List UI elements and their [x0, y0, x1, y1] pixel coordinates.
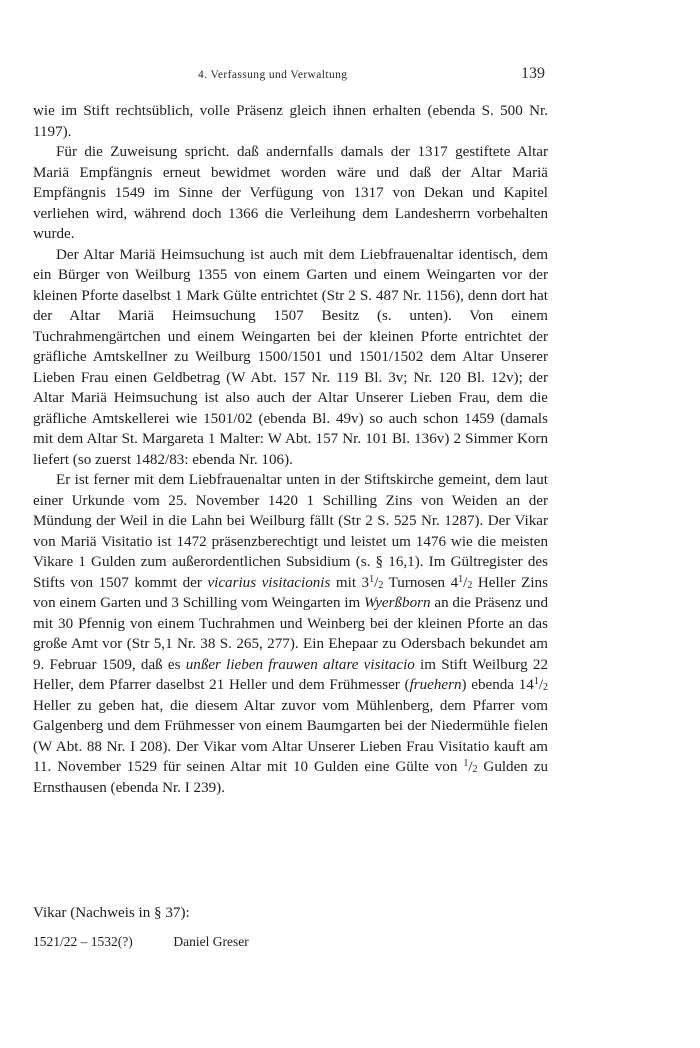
italic-term-fruehern: fruehern — [409, 677, 462, 693]
page-number: 139 — [521, 65, 545, 82]
text-run: mit 3 — [330, 574, 370, 591]
paragraph-4: Er ist ferner mit dem Liebfrauenaltar unten in der Stiftskirche gemeint, dem laut einer Urkunde vom 25. November 1420 1 Schilling Zins von Weiden an der Mündung der Weil in die Lahn bei Weilburg fällt (Str 2 S. 525 Nr. 1287). Der Vikar von Mariä Visitatio ist 1472 präsenzberechtigt und leistet um 1476 wie die meisten Vikare 1 Gulden zum außerordentlichen Subsidium (s. § 16,1). Im Gültregister des Stifts von 1507 kommt der vicarius visitacionis mit $3^1/2$ Turnosen $4^1/2$ Heller Zins von einem Garten und 3 Schilling vom Weingarten im Wyerßborn an die Präsenz und mit 30 Pfennig von einem Tuchrahmen und Weinberg bei der kleinen Pforte an das große Amt vor (Str 5,1 Nr. 38 S. 265, 277). Ein Ehepaar zu Odersbach bekundet am 9. Februar 1509, daß es unßer lieben frauwen altare visitacio im Stift Weilburg 22 Heller, dem Pfarrer daselbst 21 Heller und dem Frühmesser (fruehern) ebenda $14^1/2$ Heller zu geben hat, die diesem Altar zuvor vom Mühlenberg, dem Pfarrer vom Galgenberg und dem Frühmesser von einem Baumgarten bei der Niedermühle fielen (W Abt. 88 Nr. I 208). Der Vikar vom Altar Unserer Lieben Frau Visitatio kauft am 11. November 1529 für seinen Altar mit 10 Gulden eine Gülte von $^1$/2 Gulden zu Ernsthausen (ebenda Nr. I 239). — [33, 472, 549, 796]
paragraph-1: wie im Stift rechtsüblich, volle Präsenz gleich ihnen erhalten (ebenda S. 500 Nr. 1197). — [33, 103, 548, 140]
text-run: Er ist ferner mit dem Liebfrauenaltar unten in der Stiftskirche gemeint, dem laut einer Urkunde vom 25. November 1420 1 Schilling Zins von Weiden an der Mündung der Weil in die Lahn bei Weilburg fällt (Str 2 S. 525 Nr. 1287). Der Vikar von Mariä Visitatio ist 1472 präsenzberechtigt und leistet um 1476 wie die meisten Vikare 1 Gulden zum außerordentlichen Subsidium (s. § 16,1). Im Gültregister des Stifts von 1507 kommt der — [33, 472, 548, 591]
text-run: Gulden zu Ernsthausen (ebenda Nr. I 239). — [33, 759, 548, 796]
vikar-entry — [33, 933, 548, 951]
text-run: Heller Zins von einem Garten und 3 Schilling vom Weingarten im — [33, 574, 548, 611]
vikar-section-heading: Vikar (Nachweis in § 37): — [33, 905, 190, 921]
paragraph-2: Für die Zuweisung spricht. daß andernfalls damals der 1317 gestiftete Altar Mariä Empfängnis erneut bewidmet worden wäre und daß der Altar Mariä Empfängnis 1549 im Sinne der Verfügung von 1317 von Dekan und Kapitel verliehen wird, während doch 1366 die Verleihung dem Landesherrn vorbehalten wurde. — [33, 144, 548, 242]
vikar-years: 1521/22 – 1532(?) — [33, 934, 133, 949]
running-title: 4. Verfassung und Verwaltung — [198, 69, 348, 81]
italic-term-vicarius: vicarius visitacionis — [207, 574, 331, 591]
fraction-denominator: 2 — [378, 579, 384, 591]
fraction-numerator: 1 — [369, 573, 375, 585]
paragraph-3: Der Altar Mariä Heimsuchung ist auch mit dem Liebfrauenaltar identisch, dem ein Bürger von Weilburg 1355 von einem Garten und einem Weingarten vor der kleinen Pforte daselbst 1 Mark Gülte entrichtet (Str 2 S. 487 Nr. 1156), denn dort hat der Altar Mariä Heimsuchung 1507 Besitz (s. unten). Von einem Tuchrahmengärtchen und einem Weingarten bei der kleinen Pforte entrichtet der gräfliche Amtskellner zu Weilburg 1500/1501 und 1501/1502 dem Altar Unserer Lieben Frau einen Geldbetrag (W Abt. 157 Nr. 119 Bl. 3v; Nr. 120 Bl. 12v); der Altar Mariä Heimsuchung ist also auch der Altar Unserer Lieben Frau, dem die gräfliche Amtskellerei wie 1501/02 (ebenda Bl. 49v) so auch schon 1459 (damals mit dem Altar St. Margareta 1 Malter: W Abt. 157 Nr. 101 Bl. 136v) 2 Simmer Korn liefert (so zuerst 1482/83: ebenda Nr. 106). — [33, 246, 548, 468]
italic-quote-altare: unßer lieben frauwen altare visitacio — [185, 656, 415, 673]
vikar-name: Daniel Greser — [173, 934, 249, 949]
text-run: ) ebenda 14 — [461, 677, 534, 693]
fraction-numerator: 1 — [533, 676, 539, 687]
text-run: Turnosen 4 — [383, 574, 459, 591]
body-text — [33, 101, 548, 798]
text-run: an die Präsenz und mit 30 Pfennig von einem Tuchrahmen und Weinberg bei der kleinen Pforte an das große Amt vor (Str 5,1 Nr. 38 S. 265, 277). Ein Ehepaar zu Odersbach bekundet am 9. Februar 1509, daß es — [33, 595, 548, 673]
text-run: im Stift Weilburg 22 Heller, dem Pfarrer daselbst 21 Heller und dem Frühmesser ( — [33, 656, 548, 693]
fraction-denominator: 2 — [472, 764, 478, 775]
fraction-numerator: 1 — [458, 573, 464, 585]
running-head — [0, 67, 700, 87]
fraction-denominator: 2 — [543, 682, 549, 693]
fraction-numerator: 1 — [463, 758, 469, 769]
text-run: Heller zu geben hat, die diesem Altar zuvor vom Mühlenberg, dem Pfarrer vom Galgenberg und dem Frühmesser von einem Baumgarten bei der Niedermühle fielen (W Abt. 88 Nr. I 208). Der Vikar vom Altar Unserer Lieben Frau Visitatio kauft am 11. November 1529 für seinen Altar mit 10 Gulden eine Gülte von — [33, 697, 548, 775]
fraction-denominator: 2 — [467, 579, 473, 591]
italic-term-wyerssborn: Wyerßborn — [364, 595, 431, 611]
